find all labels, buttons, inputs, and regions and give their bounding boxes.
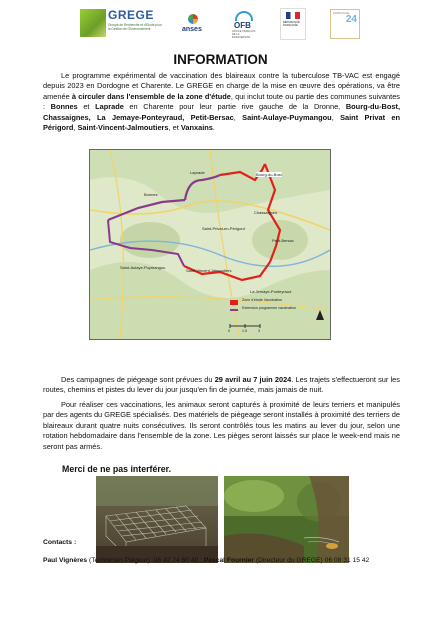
department-logo bbox=[330, 9, 360, 39]
contact-2-details: (Directeur du GREGE) 06 08 31 15 42 bbox=[254, 557, 370, 564]
anses-logo-name: anses bbox=[182, 26, 202, 33]
map-label-saint-privat: Saint-Privat-en-Périgord bbox=[202, 226, 245, 231]
intro-sep-1: , bbox=[233, 112, 243, 122]
commune-laprade: Laprade bbox=[95, 102, 124, 112]
department-logo-label: DORDOGNE bbox=[333, 11, 350, 15]
campaign-text-1: Des campagnes de piégeage sont prévues du bbox=[61, 375, 215, 384]
contacts-label: Contacts : bbox=[43, 539, 77, 546]
map-label-saint-aulaye: Saint-Aulaye-Puymangou bbox=[120, 265, 166, 270]
trap-photo-graphic bbox=[96, 476, 218, 563]
intro-text-4: en Charente pour leur partie rive gauche de la Dronne, bbox=[123, 102, 346, 112]
commune-group: Bourg-du-Bost, Chassaignes, La Jemaye-Ponteyraud, Petit-Bersac bbox=[43, 102, 401, 122]
intro-end: . bbox=[212, 123, 215, 133]
grege-logo bbox=[80, 9, 162, 37]
study-zone-map bbox=[89, 149, 331, 340]
contact-1-name: Paul Vignères bbox=[43, 557, 88, 564]
map-label-bonnes: Bonnes bbox=[144, 192, 158, 197]
grege-logo-mark bbox=[80, 9, 106, 37]
commune-saint-aulaye: Saint-Aulaye-Puymangou bbox=[242, 112, 332, 122]
map-scale-end: 3 bbox=[258, 329, 260, 333]
campaign-dates: 29 avril au 7 juin 2024 bbox=[214, 375, 292, 384]
ofb-logo-name: OFB bbox=[234, 21, 251, 30]
map-scale-mid: 1.5 bbox=[242, 329, 247, 333]
rf-logo-label: RÉPUBLIQUE FRANÇAISE bbox=[283, 21, 300, 28]
anses-logo bbox=[182, 14, 204, 38]
page-title: INFORMATION bbox=[173, 52, 268, 67]
map-label-laprade: Laprade bbox=[190, 170, 205, 175]
map-scale-0: 0 bbox=[228, 329, 230, 333]
map-label-saint-vincent: Saint-Vincent-Jalmoutiers bbox=[186, 268, 232, 273]
ofb-logo-subtitle: OFFICE FRANÇAIS DE LA BIODIVERSITÉ bbox=[232, 30, 256, 39]
grege-logo-name: GREGE bbox=[108, 8, 154, 22]
anses-logo-mark bbox=[188, 14, 198, 24]
commune-saint-vincent: Saint-Vincent-Jalmoutiers bbox=[77, 123, 169, 133]
merci-heading: Merci de ne pas interférer. bbox=[62, 464, 172, 474]
contacts-line bbox=[43, 557, 369, 564]
intro-sep-4: , et bbox=[168, 123, 181, 133]
map-legend-extension: Extension programme vaccination bbox=[242, 306, 297, 310]
intro-text-1: Le programme expérimental de vaccination des blaireaux contre la tuberculose TB-VAC est engagé depuis 2023 en Dordogne et Charente. Le GREGE en charge de la mise en œuvre des opérations, va être amenée bbox=[43, 71, 400, 101]
ofb-logo-mark bbox=[235, 11, 253, 21]
map-label-petit-bersac: Petit-Bersac bbox=[272, 238, 294, 243]
campaign-text-2: . Les trajets s'effectueront sur les routes, chemins et pistes du lever du jour jusqu'en fin de journée, mais jamais de nuit. bbox=[43, 375, 400, 395]
intro-sep-3: , bbox=[73, 123, 78, 133]
map-legend-zone: Zone d'étude Vaccination bbox=[242, 298, 283, 302]
intro-sep-2: , bbox=[331, 112, 341, 122]
commune-saint-privat: Saint Privat en Périgord bbox=[43, 112, 401, 133]
vaccination-paragraph: Pour réaliser ces vaccinations, les animaux seront capturés à proximité de leurs terriers et manipulés par des agents du GREGE spécialisés. Des matériels de piégeage seront installés à proximité des terriers de blaireaux durant quatre nuits consécutives. Ils seront contrôlés tous les matins au lever du jour, selon une rotation hebdomadaire dans l'ensemble de la zone. Les pièges seront laissés sur place le week-end mais ne seront pas armés. bbox=[43, 400, 400, 451]
intro-bold-zone: à circuler dans l'ensemble de la zone d'étude bbox=[71, 91, 231, 101]
map-label-la-jemaye: La Jemaye-Ponteyraud bbox=[250, 289, 292, 294]
department-logo-number: 24 bbox=[345, 14, 357, 25]
campaign-paragraph bbox=[43, 375, 400, 396]
burrow-photo bbox=[224, 476, 349, 563]
burrow-photo-graphic bbox=[224, 476, 349, 563]
republique-francaise-logo bbox=[280, 8, 306, 40]
map-graphic bbox=[90, 150, 330, 339]
grege-logo-subtitle: Groupe de Recherche et d'Etude pour la Gestion de l'Environnement bbox=[108, 23, 162, 31]
contact-1-details: (Technicien Piégeur) :06 42 74 60 40 ; bbox=[87, 557, 204, 564]
trap-photo bbox=[96, 476, 218, 563]
commune-bonnes: Bonnes bbox=[50, 102, 78, 112]
commune-vanxains: Vanxains bbox=[180, 123, 213, 133]
map-label-bourg-du-bost: Bourg-du-Bost bbox=[256, 172, 282, 177]
contact-2-name: Pascal Fournier bbox=[203, 557, 255, 564]
map-label-chassaignes: Chassaignes bbox=[254, 210, 278, 215]
intro-paragraph bbox=[43, 71, 400, 133]
intro-text-2: , qui inclut toute ou partie des communes suivantes : bbox=[43, 91, 400, 112]
french-flag-icon bbox=[286, 12, 300, 19]
ofb-logo bbox=[232, 11, 254, 38]
intro-text-3: et bbox=[77, 102, 96, 112]
